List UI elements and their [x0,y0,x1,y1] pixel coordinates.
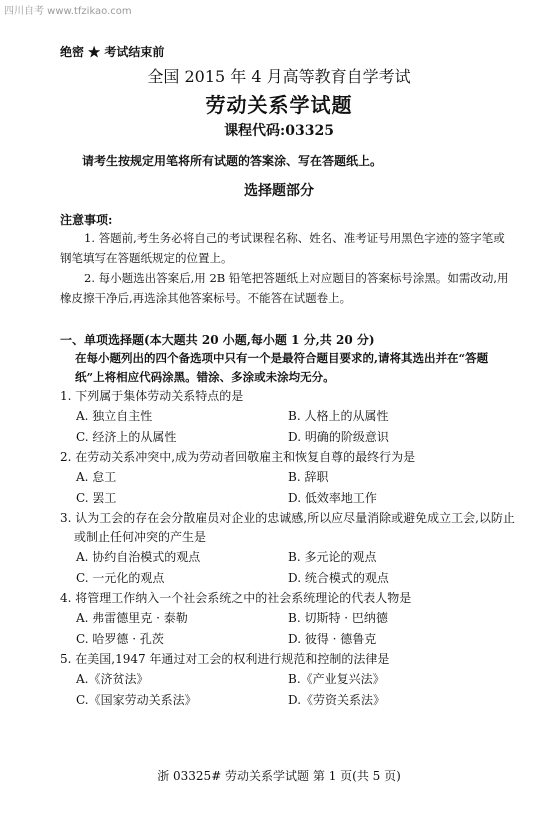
question-5 [60,650,520,711]
question-stem-text: 5. 在美国,1947 年通过对工会的权利进行规范和控制的法律是 [60,652,390,666]
question-stem [60,589,520,608]
subject-title: 劳动关系学试题 [205,93,353,117]
part-description: 在每小题列出的四个备选项中只有一个是最符合题目要求的,请将其选出并在“答题纸”上将相应代码涂黑。错涂、多涂或未涂均无分。 [75,351,489,384]
question-stem-text: 4. 将管理工作纳入一个社会系统之中的社会系统理论的代表人物是 [60,591,412,605]
note-item-2: 2. 每小题选出答案后,用 2B 铅笔把答题纸上对应题目的答案标号涂黑。如需改动,用橡皮擦干净后,再选涂其他答案标号。不能答在试题卷上。 [60,271,509,305]
option-d: D.《劳资关系法》 [288,693,386,707]
question-stem-continuation: 或制止任何冲突的产生是 [74,530,207,544]
option-d: D. 明确的阶级意识 [288,430,389,444]
question-1 [60,387,520,448]
section-title: 选择题部分 [244,183,314,199]
course-code: 课程代码:03325 [224,123,334,139]
option-b: B. 辞职 [288,470,329,484]
option-a: A.《济贫法》 [76,672,149,686]
question-list [60,387,520,711]
question-2 [60,448,520,509]
option-c: C. 哈罗德 · 孔茨 [76,632,164,646]
notes-title: 注意事项: [60,213,113,227]
note-item-1: 1. 答题前,考生务必将自己的考试课程名称、姓名、准考证号用黑色字迹的签字笔或钢笔填写在答题纸规定的位置上。 [60,231,505,265]
instruction: 请考生按规定用笔将所有试题的答案涂、写在答题纸上。 [82,154,383,168]
option-c: C. 一元化的观点 [76,571,165,585]
exam-title: 全国 2015 年 4 月高等教育自学考试 [147,67,411,86]
option-a: A. 独立自主性 [76,409,153,423]
question-stem-text: 2. 在劳动关系冲突中,成为劳动者回敬雇主和恢复自尊的最终行为是 [60,450,416,464]
option-b: B. 人格上的从属性 [288,409,389,423]
option-b: B.《产业复兴法》 [288,672,385,686]
option-c: C. 罢工 [76,491,117,505]
option-a: A. 协约自治模式的观点 [76,550,201,564]
question-stem-text: 3. 认为工会的存在会分散雇员对企业的忠诚感,所以应尽量消除或避免成立工会,以防止 [60,511,515,525]
secret-label: 绝密 ★ 考试结束前 [60,45,165,59]
option-d: D. 彼得 · 德鲁克 [288,632,377,646]
page-footer: 浙 03325# 劳动关系学试题 第 1 页(共 5 页) [157,769,401,783]
question-stem [60,650,520,669]
part-title: 一、单项选择题(本大题共 20 小题,每小题 1 分,共 20 分) [60,333,375,347]
question-stem [60,509,520,547]
option-d: D. 低效率地工作 [288,491,377,505]
question-4 [60,589,520,650]
question-3 [60,509,520,589]
option-a: A. 弗雷德里克 · 泰勒 [76,611,188,625]
option-b: B. 切斯特 · 巴纳德 [288,611,388,625]
question-stem-text: 1. 下列属于集体劳动关系特点的是 [60,389,244,403]
watermark: 四川自考 www.tfzikao.com [4,6,132,17]
option-b: B. 多元论的观点 [288,550,377,564]
option-c: C.《国家劳动关系法》 [76,693,197,707]
question-stem [60,448,520,467]
question-stem [60,387,520,406]
option-c: C. 经济上的从属性 [76,430,177,444]
option-d: D. 统合模式的观点 [288,571,389,585]
option-a: A. 怠工 [76,470,117,484]
